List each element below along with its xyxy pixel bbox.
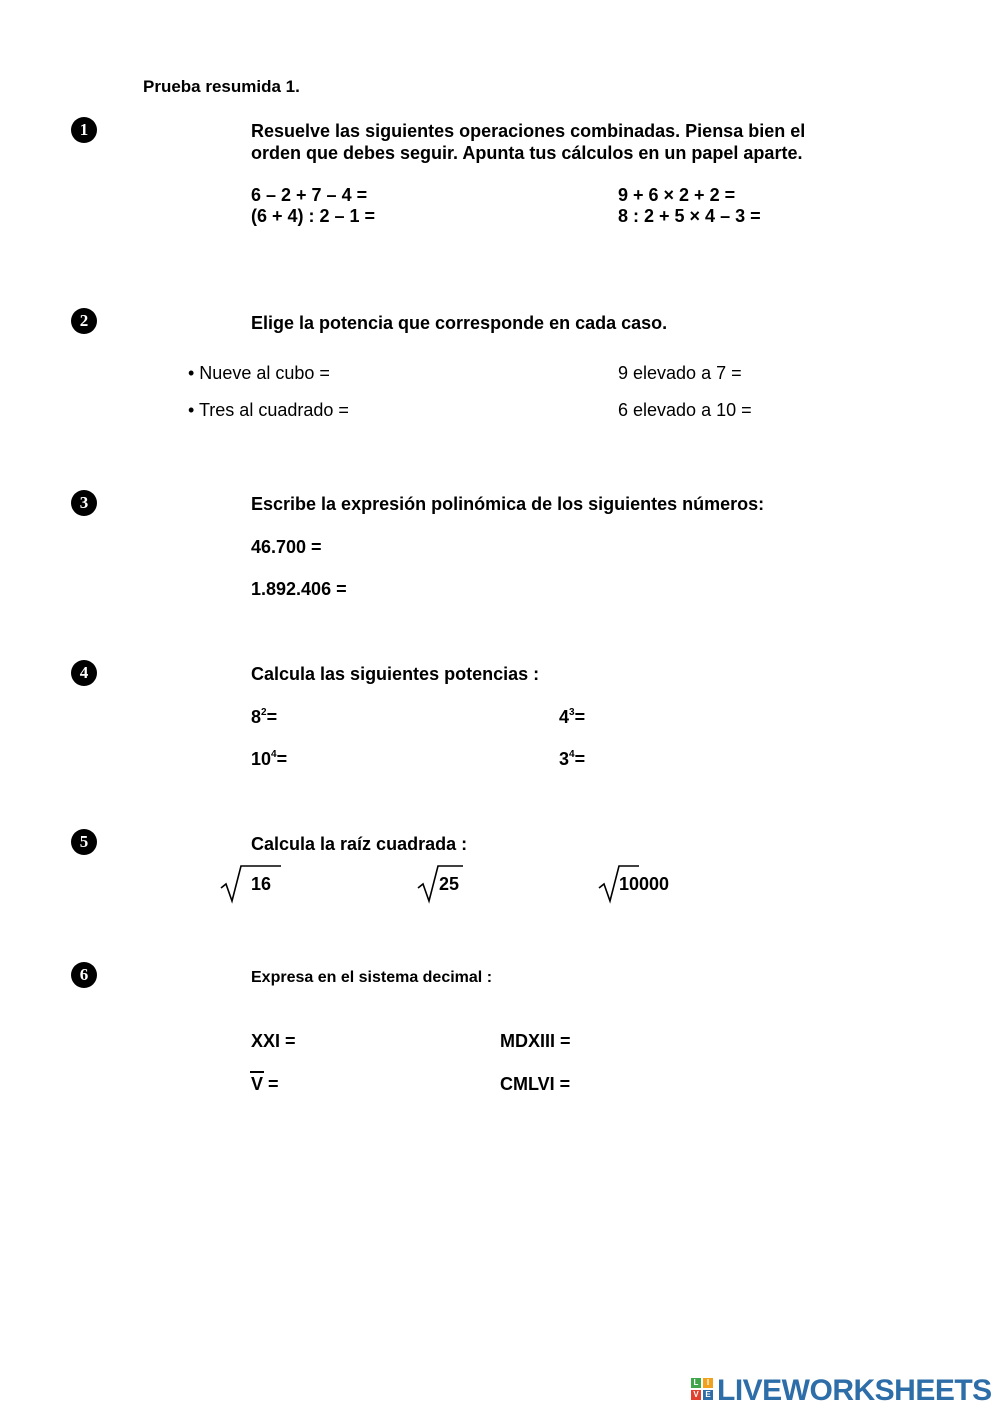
exercise-1-instruction-line2: orden que debes seguir. Apunta tus cálculos en un papel aparte.	[251, 143, 803, 163]
overlined-numeral: V	[251, 1074, 264, 1094]
exercise-number-3: 3	[71, 490, 97, 516]
exercise-6-item	[251, 1073, 279, 1095]
equals-sign: =	[268, 1074, 279, 1094]
power-exponent: 3	[569, 707, 575, 718]
logo-tile: E	[703, 1390, 713, 1400]
exercise-number-6: 6	[71, 962, 97, 988]
power-suffix: =	[574, 707, 586, 727]
liveworksheets-logo-icon	[691, 1378, 715, 1402]
logo-tile: L	[691, 1378, 701, 1388]
logo-text: LIVEWORKSHEETS	[717, 1374, 992, 1407]
exercise-2-item: 6 elevado a 10 =	[618, 400, 752, 420]
exercise-1-item: 9 + 6 × 2 + 2 =	[618, 185, 736, 205]
radicand: 16	[251, 874, 272, 894]
power-base: 10	[251, 749, 272, 769]
exercise-number-5: 5	[71, 829, 97, 855]
power-suffix: =	[574, 749, 586, 769]
page-title: Prueba resumida 1.	[143, 77, 300, 96]
exercise-2-instruction: Elige la potencia que corresponde en cada caso.	[251, 313, 668, 333]
exercise-number-2: 2	[71, 308, 97, 334]
power-exponent: 4	[569, 749, 575, 760]
power-exponent: 4	[271, 749, 277, 760]
exercise-1-instruction-line1: Resuelve las siguientes operaciones combinadas. Piensa bien el	[251, 121, 806, 141]
logo-tile: I	[703, 1378, 713, 1388]
exercise-4-instruction: Calcula las siguientes potencias :	[251, 664, 540, 684]
exercise-number-1: 1	[71, 117, 97, 143]
exercise-number-4: 4	[71, 660, 97, 686]
exercise-4-power	[559, 748, 585, 770]
power-exponent: 2	[261, 707, 267, 718]
exercise-1-item: 6 – 2 + 7 – 4 =	[251, 185, 368, 205]
exercise-3-instruction: Escribe la expresión polinómica de los siguientes números:	[251, 494, 765, 514]
radicand: 25	[439, 874, 460, 894]
exercise-6-item: CMLVI =	[500, 1074, 571, 1094]
exercise-3-item: 1.892.406 =	[251, 579, 347, 599]
power-base: 8	[251, 707, 262, 727]
exercise-4-power	[559, 706, 585, 728]
radicand: 10000	[619, 874, 670, 894]
exercise-1-item: (6 + 4) : 2 – 1 =	[251, 206, 376, 226]
exercise-6-item: XXI =	[251, 1031, 296, 1051]
power-suffix: =	[276, 749, 288, 769]
exercise-2-item: • Tres al cuadrado =	[188, 400, 349, 420]
exercise-4-power	[251, 706, 277, 728]
exercise-2-item: • Nueve al cubo =	[188, 363, 330, 383]
exercise-6-item: MDXIII =	[500, 1031, 571, 1051]
exercise-1-item: 8 : 2 + 5 × 4 – 3 =	[618, 206, 761, 226]
power-base: 4	[559, 707, 570, 727]
exercise-2-item: 9 elevado a 7 =	[618, 363, 742, 383]
power-suffix: =	[266, 707, 278, 727]
exercise-6-instruction: Expresa en el sistema decimal :	[251, 969, 493, 986]
exercise-3-item: 46.700 =	[251, 537, 322, 557]
logo-tile: V	[691, 1390, 701, 1400]
exercise-4-power	[251, 748, 287, 770]
exercise-5-instruction: Calcula la raíz cuadrada :	[251, 834, 468, 854]
power-base: 3	[559, 749, 570, 769]
